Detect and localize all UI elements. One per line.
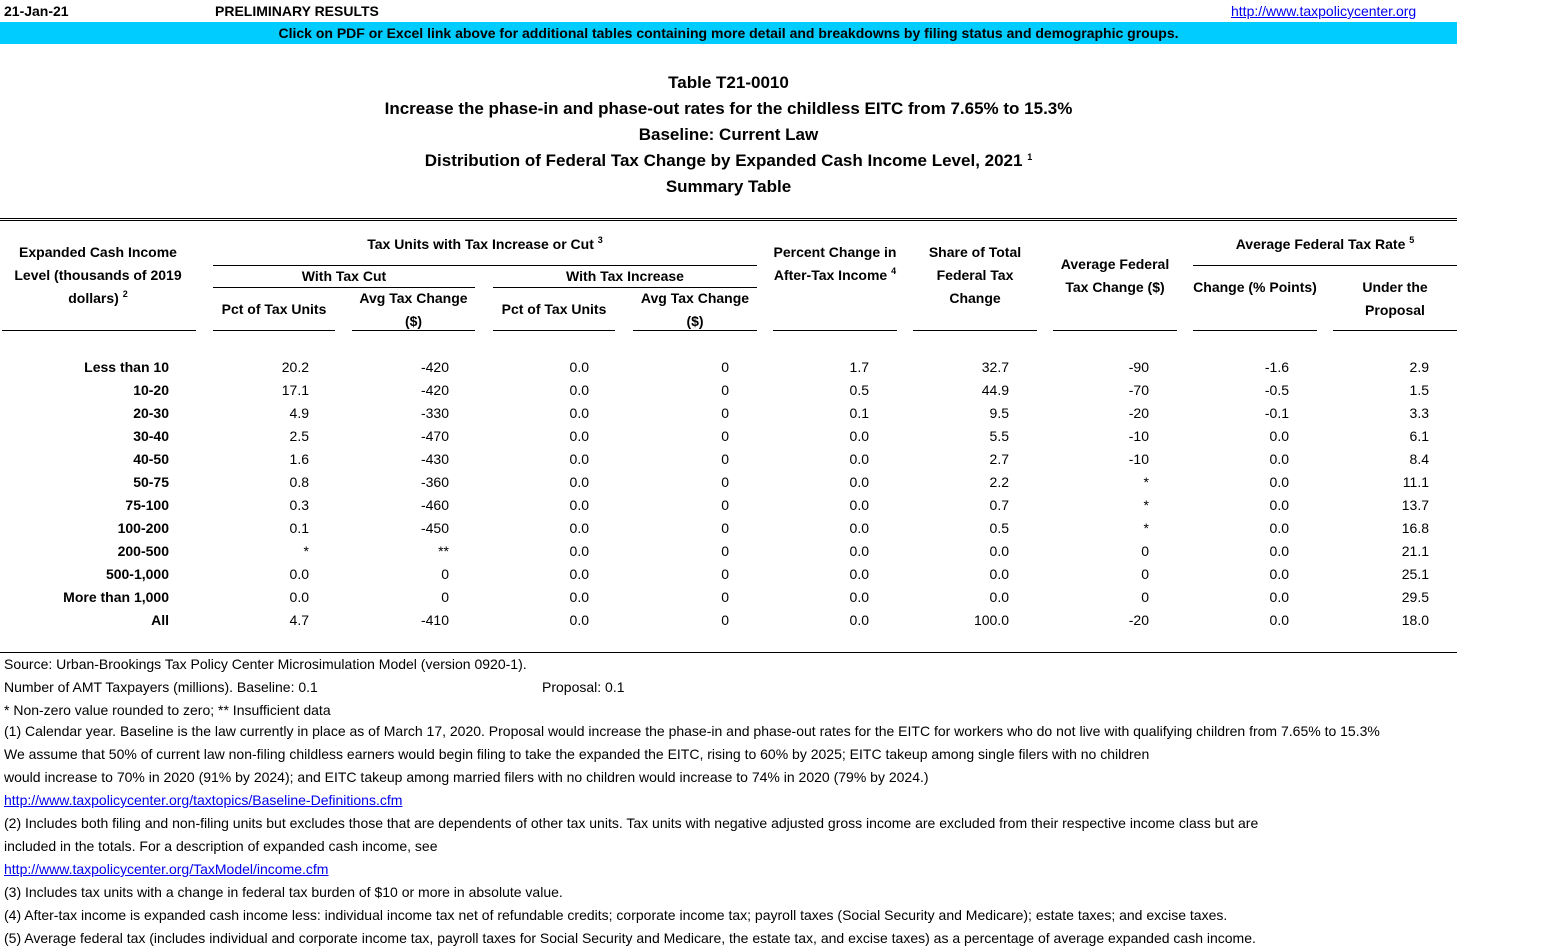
col-rule <box>913 330 1037 331</box>
cell-rate-change: 0.0 <box>1269 542 1289 559</box>
cell-share: 5.5 <box>989 427 1009 444</box>
cell-inc-pct: 0.0 <box>569 588 589 605</box>
table-row <box>0 470 1429 493</box>
cell-pct-change: 0.0 <box>849 588 869 605</box>
cell-avg-change: 0 <box>1141 565 1149 582</box>
footnote-1-cont: would increase to 70% in 2020 (91% by 2024); and EITC takeup among married filers with no children would increase to 74% in 2020 (79% by 2024.) <box>4 769 929 785</box>
cell-inc-avg: 0 <box>721 473 729 490</box>
table-description: Increase the phase-in and phase-out rates for the childless EITC from 7.65% to 15.3% <box>384 99 1073 118</box>
cell-cut-avg: -450 <box>420 519 449 536</box>
report-date: 21-Jan-21 <box>4 3 69 19</box>
table-row <box>0 447 1429 470</box>
table-bottom-rule <box>0 652 1457 653</box>
cell-inc-pct: 0.0 <box>569 473 589 490</box>
col-group-tax-units: Tax Units with Tax Increase or Cut $^3$ <box>367 235 603 252</box>
footnote-source: Source: Urban-Brookings Tax Policy Center Microsimulation Model (version 0920-1). <box>4 656 527 672</box>
cell-cut-pct: 20.2 <box>281 358 309 375</box>
row-label: All <box>151 611 169 628</box>
col-pct-change-after-tax: Percent Change in After-Tax Income $^4$ <box>773 244 897 283</box>
cell-avg-change: -20 <box>1128 404 1149 421</box>
cell-cut-avg: ** <box>438 542 449 559</box>
cell-cut-pct: 1.6 <box>289 450 309 467</box>
cell-share: 0.0 <box>989 588 1009 605</box>
cell-pct-change: 0.0 <box>849 611 869 628</box>
cell-pct-change: 0.0 <box>849 473 869 490</box>
cell-avg-change: -10 <box>1128 450 1149 467</box>
cell-rate: 13.7 <box>1401 496 1429 513</box>
cell-pct-change: 0.0 <box>849 542 869 559</box>
col-inc-pct: Pct of Tax Units <box>501 301 607 317</box>
cell-inc-avg: 0 <box>721 427 729 444</box>
cell-avg-change: * <box>1143 519 1149 536</box>
cell-rate: 6.1 <box>1409 427 1429 444</box>
table-summary-label: Summary Table <box>665 177 792 196</box>
distribution-table <box>0 355 1429 631</box>
col-group-avg-rate: Average Federal Tax Rate $^5$ <box>1235 235 1415 252</box>
cell-cut-avg: -470 <box>420 427 449 444</box>
row-label: 100-200 <box>117 519 169 536</box>
cell-cut-avg: -410 <box>420 611 449 628</box>
footnote-legend: * Non-zero value rounded to zero; ** Insufficient data <box>4 702 331 718</box>
cell-pct-change: 0.5 <box>849 381 869 398</box>
cell-rate-change: 0.0 <box>1269 473 1289 490</box>
footnote-link-income <box>4 861 328 877</box>
row-label: Less than 10 <box>84 358 169 375</box>
cell-inc-pct: 0.0 <box>569 404 589 421</box>
cell-rate: 29.5 <box>1401 588 1429 605</box>
cell-rate: 18.0 <box>1401 611 1429 628</box>
cell-pct-change: 0.0 <box>849 565 869 582</box>
cell-rate-change: 0.0 <box>1269 427 1289 444</box>
cell-inc-avg: 0 <box>721 381 729 398</box>
row-label: 50-75 <box>133 473 169 490</box>
table-distribution-title: Distribution of Federal Tax Change by Expanded Cash Income Level, 2021 $^1$ <box>424 151 1033 170</box>
table-row <box>0 585 1429 608</box>
cell-inc-pct: 0.0 <box>569 450 589 467</box>
baseline-definitions-link[interactable]: http://www.taxpolicycenter.org/taxtopics/Baseline-Definitions.cfm <box>4 792 403 808</box>
row-label: 30-40 <box>133 427 169 444</box>
table-row <box>0 401 1429 424</box>
table-row <box>0 516 1429 539</box>
table-row <box>0 424 1429 447</box>
cell-cut-pct: 4.7 <box>289 611 309 628</box>
cell-inc-pct: 0.0 <box>569 427 589 444</box>
cell-share: 9.5 <box>989 404 1009 421</box>
cell-inc-pct: 0.0 <box>569 542 589 559</box>
cell-inc-avg: 0 <box>721 519 729 536</box>
cell-cut-pct: 0.0 <box>289 588 309 605</box>
cell-avg-change: -10 <box>1128 427 1149 444</box>
table-baseline: Baseline: Current Law <box>638 125 819 144</box>
cell-share: 32.7 <box>981 358 1009 375</box>
cell-share: 0.5 <box>989 519 1009 536</box>
row-label: More than 1,000 <box>63 588 169 605</box>
income-definition-link[interactable]: http://www.taxpolicycenter.org/TaxModel/income.cfm <box>4 861 329 877</box>
cell-inc-avg: 0 <box>721 496 729 513</box>
cell-cut-avg: -460 <box>420 496 449 513</box>
cell-pct-change: 0.1 <box>849 404 869 421</box>
table-row <box>0 539 1429 562</box>
cell-share: 2.7 <box>989 450 1009 467</box>
cell-inc-pct: 0.0 <box>569 565 589 582</box>
cell-rate-change: -1.6 <box>1264 358 1289 375</box>
cell-rate: 1.5 <box>1409 381 1429 398</box>
cell-cut-pct: 2.5 <box>289 427 309 444</box>
cell-pct-change: 0.0 <box>849 519 869 536</box>
tax-rate-rule <box>1193 265 1457 266</box>
col-cut-avg: Avg Tax Change ($) <box>359 290 468 329</box>
col-rate-proposal: Under the Proposal <box>1362 279 1428 318</box>
cell-inc-avg: 0 <box>721 588 729 605</box>
cell-inc-pct: 0.0 <box>569 496 589 513</box>
col-cut-pct: Pct of Tax Units <box>221 301 327 317</box>
cell-cut-avg: -360 <box>420 473 449 490</box>
col-rule <box>213 330 335 331</box>
cell-share: 2.2 <box>989 473 1009 490</box>
cell-rate: 2.9 <box>1409 358 1429 375</box>
table-row <box>0 562 1429 585</box>
col-group-with-tax-increase: With Tax Increase <box>566 268 684 284</box>
col-rule <box>1053 330 1177 331</box>
cell-inc-avg: 0 <box>721 542 729 559</box>
row-label: 500-1,000 <box>105 565 169 582</box>
cell-pct-change: 1.7 <box>849 358 869 375</box>
info-banner <box>0 22 1457 44</box>
footnote-amt-proposal: Proposal: 0.1 <box>542 679 625 695</box>
cell-share: 0.0 <box>989 565 1009 582</box>
col-income-level: Expanded Cash Income Level (thousands of 2019 dollars) $^2$ <box>14 244 182 306</box>
cell-cut-pct: 4.9 <box>289 404 309 421</box>
cell-avg-change: * <box>1143 496 1149 513</box>
row-label: 20-30 <box>133 404 169 421</box>
cell-inc-avg: 0 <box>721 450 729 467</box>
table-titles <box>0 70 1457 200</box>
cell-inc-pct: 0.0 <box>569 381 589 398</box>
cell-inc-avg: 0 <box>721 611 729 628</box>
cell-avg-change: * <box>1143 473 1149 490</box>
cell-rate: 11.1 <box>1402 473 1429 490</box>
cell-avg-change: -20 <box>1128 611 1149 628</box>
cell-rate-change: -0.1 <box>1264 404 1289 421</box>
cell-inc-avg: 0 <box>721 404 729 421</box>
row-label: 40-50 <box>133 450 169 467</box>
cell-inc-pct: 0.0 <box>569 358 589 375</box>
col-rule <box>493 330 615 331</box>
footnote-3: (3) Includes tax units with a change in federal tax burden of $10 or more in absolute value. <box>4 884 563 900</box>
cell-pct-change: 0.0 <box>849 450 869 467</box>
col-rule <box>773 330 897 331</box>
footnote-1-cont: We assume that 50% of current law non-filing childless earners would begin filing to take the expanded the EITC, rising to 60% by 2025; EITC takeup among single filers with no children <box>4 746 1150 762</box>
table-row <box>0 378 1429 401</box>
cell-cut-pct: 0.0 <box>289 565 309 582</box>
cell-rate-change: 0.0 <box>1269 611 1289 628</box>
footnote-2-cont: included in the totals. For a description of expanded cash income, see <box>4 838 438 854</box>
footnote-1: (1) Calendar year. Baseline is the law currently in place as of March 17, 2020. Proposal would increase the phase-in and phase-out rates for the EITC for workers who do not live with qualifying children from 7.65% to 15.3% <box>4 723 1380 739</box>
banner-text: Click on PDF or Excel link above for additional tables containing more detail and breakdowns by filing status and demographic groups. <box>278 25 1179 41</box>
col-avg-federal-change: Average Federal Tax Change ($) <box>1060 256 1170 295</box>
col-share-total: Share of Total Federal Tax Change <box>928 244 1022 306</box>
cell-cut-pct: 0.8 <box>289 473 309 490</box>
row-label: 75-100 <box>125 496 169 513</box>
cell-cut-avg: 0 <box>441 588 449 605</box>
cell-rate-change: -0.5 <box>1264 381 1289 398</box>
col-rule <box>1333 330 1457 331</box>
cell-inc-pct: 0.0 <box>569 519 589 536</box>
cell-share: 0.0 <box>989 542 1009 559</box>
cell-rate-change: 0.0 <box>1269 565 1289 582</box>
cell-rate-change: 0.0 <box>1269 450 1289 467</box>
cell-cut-pct: 0.3 <box>289 496 309 513</box>
cell-share: 100.0 <box>973 611 1009 628</box>
cell-inc-avg: 0 <box>721 358 729 375</box>
row-label: 10-20 <box>133 381 169 398</box>
header-top-rule <box>0 218 1457 221</box>
cell-rate-change: 0.0 <box>1269 496 1289 513</box>
cell-cut-pct: 0.1 <box>289 519 309 536</box>
footnote-2: (2) Includes both filing and non-filing units but excludes those that are dependents of other tax units. Tax units with negative adjusted gross income are excluded from their respective income class but are <box>4 815 1259 831</box>
cell-cut-avg: 0 <box>441 565 449 582</box>
footnote-5: (5) Average federal tax (includes individual and corporate income tax, payroll taxes for Social Security and Medicare, the estate tax, and excise taxes) as a percentage of average expanded cash income. <box>4 930 1256 946</box>
footnote-amt-baseline: Number of AMT Taxpayers (millions). Baseline: 0.1 <box>4 679 318 695</box>
cell-cut-avg: -430 <box>420 450 449 467</box>
cell-rate: 21.1 <box>1401 542 1429 559</box>
col-rule <box>2 330 196 331</box>
row-label: 200-500 <box>117 542 169 559</box>
cell-rate-change: 0.0 <box>1269 588 1289 605</box>
cell-cut-avg: -330 <box>420 404 449 421</box>
preliminary-label: PRELIMINARY RESULTS <box>215 3 379 19</box>
tpc-home-link[interactable]: http://www.taxpolicycenter.org <box>1231 3 1417 19</box>
cell-cut-pct: * <box>303 542 309 559</box>
table-id: Table T21-0010 <box>668 73 789 92</box>
cell-rate: 3.3 <box>1409 404 1429 421</box>
table-row <box>0 493 1429 516</box>
cell-cut-avg: -420 <box>420 381 449 398</box>
cell-cut-avg: -420 <box>420 358 449 375</box>
cell-rate: 8.4 <box>1409 450 1429 467</box>
cell-inc-avg: 0 <box>721 565 729 582</box>
col-group-with-tax-cut: With Tax Cut <box>301 268 387 284</box>
footnote-4: (4) After-tax income is expanded cash income less: individual income tax net of refundable credits; corporate income tax; payroll taxes (Social Security and Medicare); estate taxes; and excise taxes. <box>4 907 1228 923</box>
cell-avg-change: -90 <box>1128 358 1149 375</box>
cell-rate: 16.8 <box>1401 519 1429 536</box>
cell-avg-change: -70 <box>1128 381 1149 398</box>
table-row <box>0 355 1429 378</box>
cell-share: 44.9 <box>981 381 1009 398</box>
cell-share: 0.7 <box>989 496 1009 513</box>
footnote-link-baseline <box>4 792 402 808</box>
cell-rate: 25.1 <box>1401 565 1429 582</box>
cell-inc-pct: 0.0 <box>569 611 589 628</box>
table-row <box>0 608 1429 631</box>
cell-avg-change: 0 <box>1141 542 1149 559</box>
cell-pct-change: 0.0 <box>849 496 869 513</box>
col-inc-avg: Avg Tax Change ($) <box>640 290 750 329</box>
cell-avg-change: 0 <box>1141 588 1149 605</box>
cell-rate-change: 0.0 <box>1269 519 1289 536</box>
col-rate-change: Change (% Points) <box>1193 279 1317 295</box>
col-rule <box>1193 330 1317 331</box>
cell-pct-change: 0.0 <box>849 427 869 444</box>
cell-cut-pct: 17.1 <box>281 381 309 398</box>
